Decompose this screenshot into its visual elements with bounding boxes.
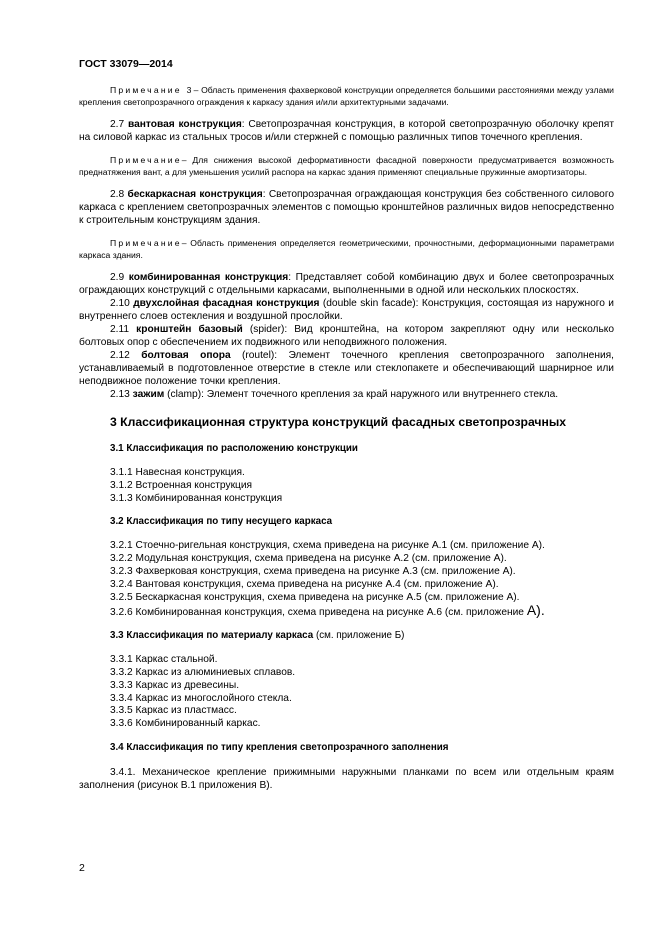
page-number: 2 xyxy=(79,862,85,874)
list-item: 3.3.4 Каркас из многослойного стекла. xyxy=(110,692,292,704)
note-2-7: Примечание– Для снижения высокой деформативности фасадной поверхности предусматривается возможность преднатяжения вант, а для уменьшения усилий распора на каркас здания применяют специальные пружинные амортизаторы. xyxy=(79,155,614,177)
clause-2-11: 2.11 кронштейн базовый (spider): Вид кронштейна, на котором закрепляют одну или несколько болтовых опор с обеспечением их подвижного или неподвижного положения. xyxy=(79,324,614,348)
list-item: 3.2.5 Бескаркасная конструкция, схема приведена на рисунке А.5 (см. приложение А). xyxy=(110,591,520,603)
list-item: 3.3.6 Комбинированный каркас. xyxy=(110,718,261,730)
list-item: 3.1.3 Комбинированная конструкция xyxy=(110,492,283,504)
list-item: 3.1.2 Встроенная конструкция xyxy=(110,479,253,491)
list-item: 3.2.4 Вантовая конструкция, схема приведена на рисунке А.4 (см. приложение А). xyxy=(110,578,499,590)
note-3: Примечание 3– Область применения фахверковой конструкции определяется большими расстояниями между узлами крепления светопрозрачного ограждения к каркасу здания и/или архитектурными задачами. xyxy=(79,85,614,107)
list-item: 3.1.1 Навесная конструкция. xyxy=(110,467,245,478)
note-2-8: Примечание– Область применения определяется геометрическими, прочностными, деформационными параметрами каркаса здания. xyxy=(79,238,614,260)
list-item: 3.3.3 Каркас из древесины. xyxy=(110,679,240,691)
section-3-3-title: 3.3 Классификация по материалу каркаса (см. приложение Б) xyxy=(110,630,405,642)
list-item: 3.2.2 Модульная конструкция, схема приведена на рисунке А.2 (см. приложение А). xyxy=(110,553,507,565)
document-page xyxy=(79,58,614,792)
clause-2-9: 2.9 комбинированная конструкция: Представляет собой комбинацию двух и более светопрозрачных ограждающих конструкций с отдельными каркасами, выполненными в одной или нескольких плоскостях. xyxy=(79,272,614,296)
section-3-title: 3 Классификационная структура конструкций фасадных светопрозрачных xyxy=(110,415,567,429)
clause-2-7: 2.7 вантовая конструкция: Светопрозрачная конструкция, в которой светопрозрачную оболочку крепят на силовой каркас из стальных тросов и/или стержней с помощью различных типов точечного крепления. xyxy=(79,119,614,143)
clause-2-12: 2.12 болтовая опора (routel): Элемент точечного крепления светопрозрачного заполнения, устанавливаемый в подготовленное отверстие в стекле или стеклопакете и обеспечивающий шарнирное или неподвижное положение точки крепления. xyxy=(79,350,614,387)
list-item: 3.2.1 Стоечно-ригельная конструкция, схема приведена на рисунке А.1 (см. приложение А). xyxy=(110,540,545,552)
list-item: 3.3.1 Каркас стальной. xyxy=(110,654,218,666)
list-item: 3.3.2 Каркас из алюминиевых сплавов. xyxy=(110,666,296,678)
document-header: ГОСТ 33079—2014 xyxy=(79,58,173,70)
list-item: 3.2.6 Комбинированная конструкция, схема приведена на рисунке А.6 (см. приложение А). xyxy=(110,602,545,619)
list-item: 3.2.3 Фахверковая конструкция, схема приведена на рисунке А.3 (см. приложение А). xyxy=(110,565,516,577)
section-3-4-title: 3.4 Классификация по типу крепления светопрозрачного заполнения xyxy=(110,741,449,753)
clause-2-13: 2.13 зажим (clamp): Элемент точечного крепления за край наружного или внутреннего стекла. xyxy=(110,389,559,400)
clause-3-4-1: 3.4.1. Механическое крепление прижимными наружными планками по всем или отдельным краям заполнения (рисунок В.1 приложения В). xyxy=(79,766,614,791)
clause-2-8: 2.8 бескаркасная конструкция: Светопрозрачная ограждающая конструкция без собственного силового каркаса с креплением светопрозрачных элементов с помощью кронштейнов различных видов непосредственно к строительным конструкциям здания. xyxy=(79,189,614,226)
list-item: 3.3.5 Каркас из пластмасс. xyxy=(110,705,237,717)
section-3-2-title: 3.2 Классификация по типу несущего каркаса xyxy=(110,516,333,528)
clause-2-10: 2.10 двухслойная фасадная конструкция (double skin facade): Конструкция, состоящая из наружного и внутреннего слоев остекления и воздушной прослойки. xyxy=(79,298,614,322)
section-3-1-title: 3.1 Классификация по расположению конструкции xyxy=(110,443,358,454)
